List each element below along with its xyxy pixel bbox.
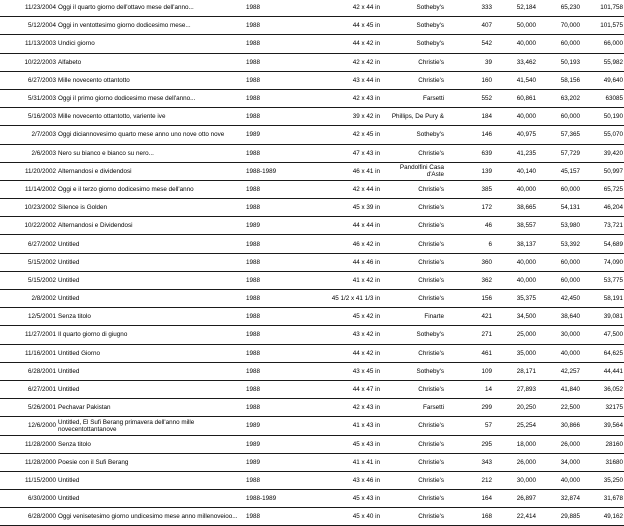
- sale-date-cell: 6/30/2000: [0, 490, 57, 508]
- sale-date-cell: 11/16/2001: [0, 344, 57, 362]
- lot-number-cell: 160: [445, 71, 493, 89]
- price-realized-cell: 63085: [581, 89, 624, 107]
- sale-date-cell: 10/22/2002: [0, 217, 57, 235]
- auction-house-cell: Christie's: [381, 217, 445, 235]
- low-estimate-cell: 40,000: [493, 253, 537, 271]
- price-realized-cell: 32175: [581, 399, 624, 417]
- size-cell: 41 x 43 in: [293, 417, 381, 435]
- auction-house-cell: Christie's: [381, 435, 445, 453]
- artwork-title-cell: Untitled: [57, 362, 245, 380]
- auction-house-cell: Christie's: [381, 471, 445, 489]
- high-estimate-cell: 38,640: [537, 308, 581, 326]
- high-estimate-cell: 40,000: [537, 471, 581, 489]
- size-cell: 42 x 45 in: [293, 126, 381, 144]
- price-realized-cell: 49,640: [581, 71, 624, 89]
- auction-house-cell: Christie's: [381, 490, 445, 508]
- price-realized-cell: 74,090: [581, 253, 624, 271]
- size-cell: 41 x 41 in: [293, 453, 381, 471]
- low-estimate-cell: 41,540: [493, 71, 537, 89]
- artwork-title-cell: Untitled Giorno: [57, 344, 245, 362]
- table-row: [0, 326, 624, 344]
- auction-house-cell: Christie's: [381, 417, 445, 435]
- low-estimate-cell: 35,000: [493, 344, 537, 362]
- lot-number-cell: 139: [445, 162, 493, 180]
- auction-house-cell: Christie's: [381, 199, 445, 217]
- table-row: [0, 180, 624, 198]
- year-cell: 1988-1989: [245, 162, 293, 180]
- table-row: [0, 417, 624, 435]
- sale-date-cell: 11/27/2001: [0, 326, 57, 344]
- year-cell: 1988: [245, 508, 293, 526]
- lot-number-cell: 295: [445, 435, 493, 453]
- sale-date-cell: 6/28/2000: [0, 508, 57, 526]
- high-estimate-cell: 60,000: [537, 108, 581, 126]
- low-estimate-cell: 38,665: [493, 199, 537, 217]
- artwork-title-cell: Poesie con il Sufi Berang: [57, 453, 245, 471]
- artwork-title-cell: Senza titolo: [57, 435, 245, 453]
- price-realized-cell: 39,564: [581, 417, 624, 435]
- sale-date-cell: 6/27/2001: [0, 380, 57, 398]
- low-estimate-cell: 25,000: [493, 326, 537, 344]
- sale-date-cell: 11/28/2000: [0, 453, 57, 471]
- low-estimate-cell: 22,414: [493, 508, 537, 526]
- low-estimate-cell: 26,000: [493, 453, 537, 471]
- high-estimate-cell: 34,000: [537, 453, 581, 471]
- low-estimate-cell: 40,975: [493, 126, 537, 144]
- table-row: [0, 435, 624, 453]
- artwork-title-cell: Oggi e il terzo giorno dodicesimo mese dell'anno: [57, 180, 245, 198]
- price-realized-cell: 39,081: [581, 308, 624, 326]
- size-cell: 45 x 42 in: [293, 308, 381, 326]
- size-cell: 45 x 43 in: [293, 435, 381, 453]
- artwork-title-cell: Untitled: [57, 290, 245, 308]
- low-estimate-cell: 41,235: [493, 144, 537, 162]
- high-estimate-cell: 30,000: [537, 326, 581, 344]
- table-row: [0, 362, 624, 380]
- low-estimate-cell: 18,000: [493, 435, 537, 453]
- table-row: [0, 35, 624, 53]
- artwork-title-cell: Alternandosi e Dividendosi: [57, 217, 245, 235]
- year-cell: 1988: [245, 290, 293, 308]
- table-row: [0, 253, 624, 271]
- sale-date-cell: 2/7/2003: [0, 126, 57, 144]
- table-row: [0, 144, 624, 162]
- artwork-title-cell: Untitled: [57, 380, 245, 398]
- year-cell: 1989: [245, 435, 293, 453]
- table-row: [0, 217, 624, 235]
- size-cell: 42 x 43 in: [293, 89, 381, 107]
- high-estimate-cell: 58,156: [537, 71, 581, 89]
- sale-date-cell: 2/6/2003: [0, 144, 57, 162]
- price-realized-cell: 55,982: [581, 53, 624, 71]
- auction-house-cell: Christie's: [381, 380, 445, 398]
- year-cell: 1988: [245, 471, 293, 489]
- price-realized-cell: 46,204: [581, 199, 624, 217]
- price-realized-cell: 54,689: [581, 235, 624, 253]
- artwork-title-cell: Untitled: [57, 490, 245, 508]
- artwork-title-cell: Oggi il primo giorno dodicesimo mese dell'anno...: [57, 89, 245, 107]
- artwork-title-cell: Alternandosi e dividendosi: [57, 162, 245, 180]
- high-estimate-cell: 26,000: [537, 435, 581, 453]
- year-cell: 1989: [245, 453, 293, 471]
- table-row: [0, 508, 624, 526]
- lot-number-cell: 14: [445, 380, 493, 398]
- high-estimate-cell: 29,885: [537, 508, 581, 526]
- auction-house-cell: Sotheby's: [381, 0, 445, 17]
- year-cell: 1988: [245, 17, 293, 35]
- price-realized-cell: 28160: [581, 435, 624, 453]
- price-realized-cell: 36,052: [581, 380, 624, 398]
- size-cell: 46 x 42 in: [293, 235, 381, 253]
- sale-date-cell: 11/20/2002: [0, 162, 57, 180]
- low-estimate-cell: 25,254: [493, 417, 537, 435]
- size-cell: 43 x 44 in: [293, 71, 381, 89]
- lot-number-cell: 39: [445, 53, 493, 71]
- artwork-title-cell: Nero su bianco e bianco su nero...: [57, 144, 245, 162]
- auction-house-cell: Christie's: [381, 53, 445, 71]
- table-row: [0, 380, 624, 398]
- price-realized-cell: 73,721: [581, 217, 624, 235]
- artwork-title-cell: Oggi diciannovesimo quarto mese anno uno nove otto nove: [57, 126, 245, 144]
- size-cell: 47 x 43 in: [293, 144, 381, 162]
- lot-number-cell: 184: [445, 108, 493, 126]
- lot-number-cell: 461: [445, 344, 493, 362]
- high-estimate-cell: 60,000: [537, 35, 581, 53]
- lot-number-cell: 168: [445, 508, 493, 526]
- low-estimate-cell: 40,140: [493, 162, 537, 180]
- sale-date-cell: 5/15/2002: [0, 253, 57, 271]
- artwork-title-cell: Silence is Golden: [57, 199, 245, 217]
- table-row: [0, 453, 624, 471]
- low-estimate-cell: 38,557: [493, 217, 537, 235]
- lot-number-cell: 385: [445, 180, 493, 198]
- sale-date-cell: 5/15/2002: [0, 271, 57, 289]
- low-estimate-cell: 40,000: [493, 180, 537, 198]
- table-row: [0, 162, 624, 180]
- year-cell: 1988: [245, 0, 293, 17]
- high-estimate-cell: 70,000: [537, 17, 581, 35]
- price-realized-cell: 101,575: [581, 17, 624, 35]
- size-cell: 42 x 43 in: [293, 399, 381, 417]
- low-estimate-cell: 40,000: [493, 35, 537, 53]
- lot-number-cell: 109: [445, 362, 493, 380]
- low-estimate-cell: 35,375: [493, 290, 537, 308]
- table-row: [0, 399, 624, 417]
- lot-number-cell: 360: [445, 253, 493, 271]
- lot-number-cell: 172: [445, 199, 493, 217]
- table-row: [0, 290, 624, 308]
- lot-number-cell: 362: [445, 271, 493, 289]
- artwork-title-cell: Alfabeto: [57, 53, 245, 71]
- high-estimate-cell: 57,365: [537, 126, 581, 144]
- auction-house-cell: Christie's: [381, 508, 445, 526]
- year-cell: 1988: [245, 271, 293, 289]
- sale-date-cell: 6/27/2003: [0, 71, 57, 89]
- year-cell: 1989: [245, 126, 293, 144]
- price-realized-cell: 50,997: [581, 162, 624, 180]
- low-estimate-cell: 34,500: [493, 308, 537, 326]
- price-realized-cell: 50,190: [581, 108, 624, 126]
- sale-date-cell: 5/31/2003: [0, 89, 57, 107]
- high-estimate-cell: 50,193: [537, 53, 581, 71]
- size-cell: 46 x 41 in: [293, 162, 381, 180]
- year-cell: 1988: [245, 35, 293, 53]
- sale-date-cell: 11/15/2000: [0, 471, 57, 489]
- year-cell: 1988: [245, 199, 293, 217]
- table-row: [0, 0, 624, 17]
- artwork-title-cell: Untitled, El Sufi Berang primavera dell'anno mille novecentottantanove: [57, 417, 245, 435]
- high-estimate-cell: 30,866: [537, 417, 581, 435]
- sale-date-cell: 6/27/2002: [0, 235, 57, 253]
- year-cell: 1988: [245, 399, 293, 417]
- high-estimate-cell: 42,257: [537, 362, 581, 380]
- high-estimate-cell: 54,131: [537, 199, 581, 217]
- low-estimate-cell: 50,000: [493, 17, 537, 35]
- high-estimate-cell: 42,450: [537, 290, 581, 308]
- year-cell: 1988: [245, 89, 293, 107]
- year-cell: 1988: [245, 380, 293, 398]
- year-cell: 1988: [245, 180, 293, 198]
- artwork-title-cell: Untitled: [57, 253, 245, 271]
- lot-number-cell: 333: [445, 0, 493, 17]
- high-estimate-cell: 45,157: [537, 162, 581, 180]
- artwork-title-cell: Untitled: [57, 235, 245, 253]
- lot-number-cell: 271: [445, 326, 493, 344]
- price-realized-cell: 49,162: [581, 508, 624, 526]
- size-cell: 45 x 40 in: [293, 508, 381, 526]
- sale-date-cell: 5/26/2001: [0, 399, 57, 417]
- lot-number-cell: 6: [445, 235, 493, 253]
- table-row: [0, 471, 624, 489]
- table-row: [0, 344, 624, 362]
- size-cell: 44 x 42 in: [293, 35, 381, 53]
- high-estimate-cell: 60,000: [537, 271, 581, 289]
- high-estimate-cell: 41,840: [537, 380, 581, 398]
- year-cell: 1988: [245, 308, 293, 326]
- sale-date-cell: 5/12/2004: [0, 17, 57, 35]
- lot-number-cell: 156: [445, 290, 493, 308]
- year-cell: 1988: [245, 253, 293, 271]
- price-realized-cell: 101,758: [581, 0, 624, 17]
- table-row: [0, 199, 624, 217]
- table-row: [0, 490, 624, 508]
- artwork-title-cell: Oggi in ventottesimo giorno dodicesimo mese...: [57, 17, 245, 35]
- low-estimate-cell: 28,171: [493, 362, 537, 380]
- sale-date-cell: 10/22/2003: [0, 53, 57, 71]
- artwork-title-cell: Untitled: [57, 471, 245, 489]
- size-cell: 39 x 42 in: [293, 108, 381, 126]
- low-estimate-cell: 60,861: [493, 89, 537, 107]
- size-cell: 43 x 45 in: [293, 362, 381, 380]
- auction-house-cell: Christie's: [381, 253, 445, 271]
- lot-number-cell: 542: [445, 35, 493, 53]
- lot-number-cell: 421: [445, 308, 493, 326]
- auction-house-cell: Farsetti: [381, 89, 445, 107]
- artwork-title-cell: Undici giorno: [57, 35, 245, 53]
- auction-house-cell: Christie's: [381, 453, 445, 471]
- auction-house-cell: Christie's: [381, 144, 445, 162]
- auction-house-cell: Farsetti: [381, 399, 445, 417]
- high-estimate-cell: 65,230: [537, 0, 581, 17]
- sale-date-cell: 2/8/2002: [0, 290, 57, 308]
- high-estimate-cell: 57,729: [537, 144, 581, 162]
- price-realized-cell: 65,725: [581, 180, 624, 198]
- size-cell: 45 x 39 in: [293, 199, 381, 217]
- low-estimate-cell: 38,137: [493, 235, 537, 253]
- lot-number-cell: 299: [445, 399, 493, 417]
- price-realized-cell: 35,250: [581, 471, 624, 489]
- sale-date-cell: 10/23/2002: [0, 199, 57, 217]
- size-cell: 44 x 45 in: [293, 17, 381, 35]
- price-realized-cell: 44,441: [581, 362, 624, 380]
- price-realized-cell: 66,000: [581, 35, 624, 53]
- high-estimate-cell: 40,000: [537, 344, 581, 362]
- size-cell: 44 x 46 in: [293, 253, 381, 271]
- year-cell: 1988: [245, 108, 293, 126]
- auction-house-cell: Sotheby's: [381, 326, 445, 344]
- size-cell: 42 x 44 in: [293, 0, 381, 17]
- sale-date-cell: 11/23/2004: [0, 0, 57, 17]
- auction-house-cell: Christie's: [381, 180, 445, 198]
- lot-number-cell: 343: [445, 453, 493, 471]
- size-cell: 43 x 46 in: [293, 471, 381, 489]
- artwork-title-cell: Oggi venisetesimo giorno undicesimo mese anno millenoveioo...: [57, 508, 245, 526]
- auction-house-cell: Sotheby's: [381, 362, 445, 380]
- high-estimate-cell: 32,874: [537, 490, 581, 508]
- year-cell: 1988: [245, 344, 293, 362]
- high-estimate-cell: 53,392: [537, 235, 581, 253]
- price-realized-cell: 31680: [581, 453, 624, 471]
- sale-date-cell: 11/28/2000: [0, 435, 57, 453]
- size-cell: 44 x 42 in: [293, 344, 381, 362]
- lot-number-cell: 146: [445, 126, 493, 144]
- high-estimate-cell: 63,202: [537, 89, 581, 107]
- size-cell: 45 1/2 x 41 1/3 in: [293, 290, 381, 308]
- sale-date-cell: 11/14/2002: [0, 180, 57, 198]
- size-cell: 41 x 42 in: [293, 271, 381, 289]
- low-estimate-cell: 40,000: [493, 271, 537, 289]
- year-cell: 1988: [245, 326, 293, 344]
- auction-house-cell: Sotheby's: [381, 126, 445, 144]
- table-row: [0, 53, 624, 71]
- auction-house-cell: Christie's: [381, 344, 445, 362]
- price-realized-cell: 64,625: [581, 344, 624, 362]
- year-cell: 1988: [245, 53, 293, 71]
- artwork-title-cell: Untitled: [57, 271, 245, 289]
- low-estimate-cell: 52,184: [493, 0, 537, 17]
- lot-number-cell: 407: [445, 17, 493, 35]
- auction-house-cell: Phillips, De Pury &: [381, 108, 445, 126]
- lot-number-cell: 639: [445, 144, 493, 162]
- auction-house-cell: Christie's: [381, 290, 445, 308]
- sale-date-cell: 6/28/2001: [0, 362, 57, 380]
- auction-house-cell: Christie's: [381, 235, 445, 253]
- table-row: [0, 235, 624, 253]
- size-cell: 43 x 42 in: [293, 326, 381, 344]
- table-row: [0, 271, 624, 289]
- lot-number-cell: 164: [445, 490, 493, 508]
- table-row: [0, 17, 624, 35]
- year-cell: 1988: [245, 362, 293, 380]
- sale-date-cell: 12/6/2000: [0, 417, 57, 435]
- sale-date-cell: 5/16/2003: [0, 108, 57, 126]
- table-row: [0, 126, 624, 144]
- year-cell: 1988-1989: [245, 490, 293, 508]
- table-row: [0, 108, 624, 126]
- low-estimate-cell: 40,000: [493, 108, 537, 126]
- lot-number-cell: 552: [445, 89, 493, 107]
- size-cell: 44 x 47 in: [293, 380, 381, 398]
- price-realized-cell: 47,500: [581, 326, 624, 344]
- low-estimate-cell: 30,000: [493, 471, 537, 489]
- size-cell: 45 x 43 in: [293, 490, 381, 508]
- price-realized-cell: 55,070: [581, 126, 624, 144]
- sale-date-cell: 12/5/2001: [0, 308, 57, 326]
- low-estimate-cell: 20,250: [493, 399, 537, 417]
- year-cell: 1988: [245, 235, 293, 253]
- artwork-title-cell: Mille novecento ottantotto: [57, 71, 245, 89]
- auction-house-cell: Sotheby's: [381, 35, 445, 53]
- artwork-title-cell: Senza titolo: [57, 308, 245, 326]
- low-estimate-cell: 33,462: [493, 53, 537, 71]
- year-cell: 1988: [245, 71, 293, 89]
- high-estimate-cell: 22,500: [537, 399, 581, 417]
- size-cell: 44 x 44 in: [293, 217, 381, 235]
- year-cell: 1988: [245, 144, 293, 162]
- auction-house-cell: Finarte: [381, 308, 445, 326]
- low-estimate-cell: 27,893: [493, 380, 537, 398]
- auction-house-cell: Christie's: [381, 271, 445, 289]
- table-row: [0, 71, 624, 89]
- artwork-title-cell: Mille novecento ottantotto, variente ive: [57, 108, 245, 126]
- high-estimate-cell: 53,980: [537, 217, 581, 235]
- size-cell: 42 x 44 in: [293, 180, 381, 198]
- auction-house-cell: Christie's: [381, 71, 445, 89]
- artwork-title-cell: Il quarto giorno di giugno: [57, 326, 245, 344]
- low-estimate-cell: 26,897: [493, 490, 537, 508]
- year-cell: 1989: [245, 417, 293, 435]
- price-realized-cell: 31,678: [581, 490, 624, 508]
- price-realized-cell: 53,775: [581, 271, 624, 289]
- high-estimate-cell: 60,000: [537, 253, 581, 271]
- price-realized-cell: 39,420: [581, 144, 624, 162]
- lot-number-cell: 57: [445, 417, 493, 435]
- table-row: [0, 308, 624, 326]
- table-row: [0, 89, 624, 107]
- lot-number-cell: 212: [445, 471, 493, 489]
- auction-house-cell: Pandolfini Casa d'Aste: [381, 162, 445, 180]
- auction-house-cell: Sotheby's: [381, 17, 445, 35]
- artwork-title-cell: Pechavar Pakistan: [57, 399, 245, 417]
- artwork-title-cell: Oggi il quarto giorno dell'ottavo mese dell'anno...: [57, 0, 245, 17]
- sale-date-cell: 11/13/2003: [0, 35, 57, 53]
- price-realized-cell: 58,191: [581, 290, 624, 308]
- lot-number-cell: 46: [445, 217, 493, 235]
- size-cell: 42 x 42 in: [293, 53, 381, 71]
- year-cell: 1989: [245, 217, 293, 235]
- high-estimate-cell: 60,000: [537, 180, 581, 198]
